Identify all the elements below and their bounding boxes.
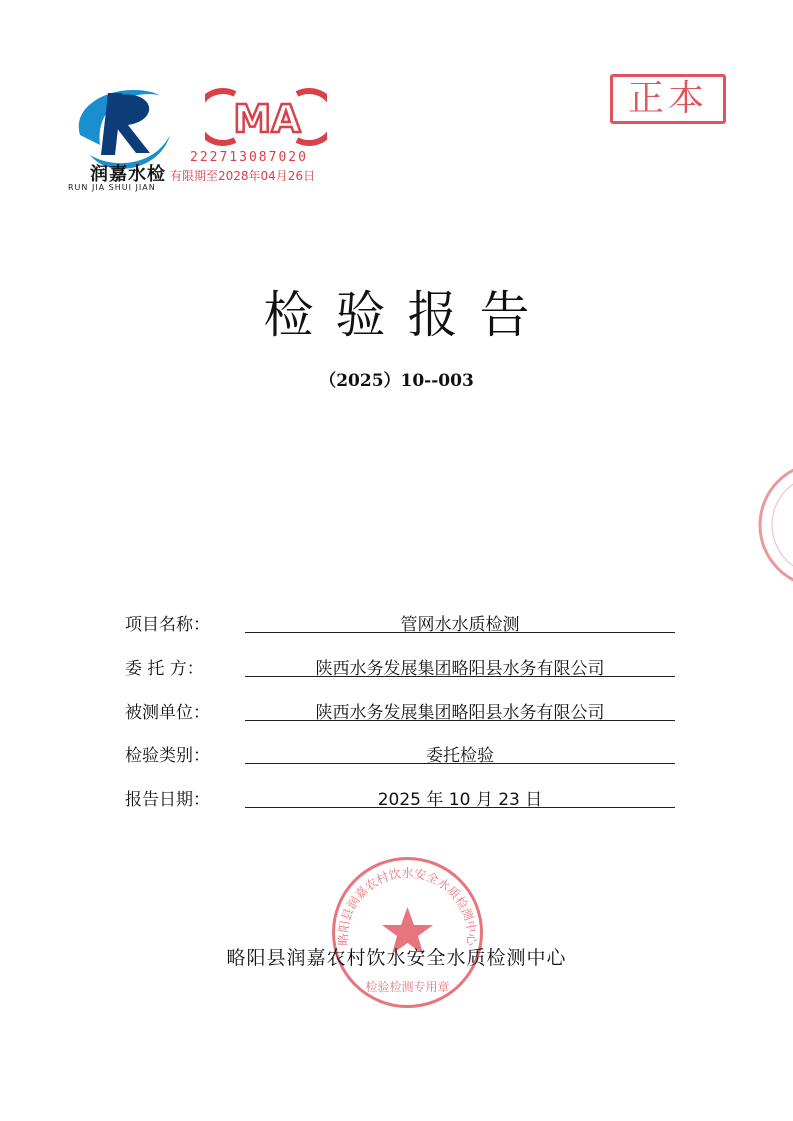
cma-mark: MA xyxy=(233,97,301,141)
field-label: 检验类别： xyxy=(125,746,210,766)
field-underline xyxy=(245,807,675,808)
original-stamp: 正本 xyxy=(627,78,708,119)
field-label: 报告日期： xyxy=(125,790,210,810)
seal-center-text: 检验检测专用章 xyxy=(365,980,450,994)
cma-validity: 有限期至2028年04月26日 xyxy=(170,169,316,183)
field-label: 被测单位： xyxy=(125,703,210,723)
cma-cert-number: 222713087020 xyxy=(190,150,308,165)
logo-brand-cn: 润嘉水检 xyxy=(90,164,166,185)
field-underline xyxy=(245,632,675,633)
field-value: 委托检验 xyxy=(426,746,494,766)
partial-seal-icon xyxy=(752,455,793,595)
field-underline xyxy=(245,720,675,721)
official-seal-icon xyxy=(330,855,485,1010)
page-title: 检验报告 xyxy=(263,286,552,344)
logo-brand-en: RUN JIA SHUI JIAN xyxy=(68,183,156,192)
field-value: 管网水水质检测 xyxy=(400,615,520,635)
field-value: 陕西水务发展集团略阳县水务有限公司 xyxy=(315,659,605,679)
field-label: 项目名称： xyxy=(125,615,210,635)
seal-ring-text: 略阳县润嘉农村饮水安全水质检测中心 xyxy=(336,866,479,946)
field-value: 2025 年 10 月 23 日 xyxy=(377,790,543,810)
field-underline xyxy=(245,676,675,677)
field-value: 陕西水务发展集团略阳县水务有限公司 xyxy=(315,703,605,723)
cma-stamp-icon xyxy=(205,88,327,146)
report-number: （2025）10--003 xyxy=(319,371,474,391)
field-underline xyxy=(245,763,675,764)
organization-name: 略阳县润嘉农村饮水安全水质检测中心 xyxy=(226,947,567,969)
field-label: 委 托 方： xyxy=(125,659,204,679)
